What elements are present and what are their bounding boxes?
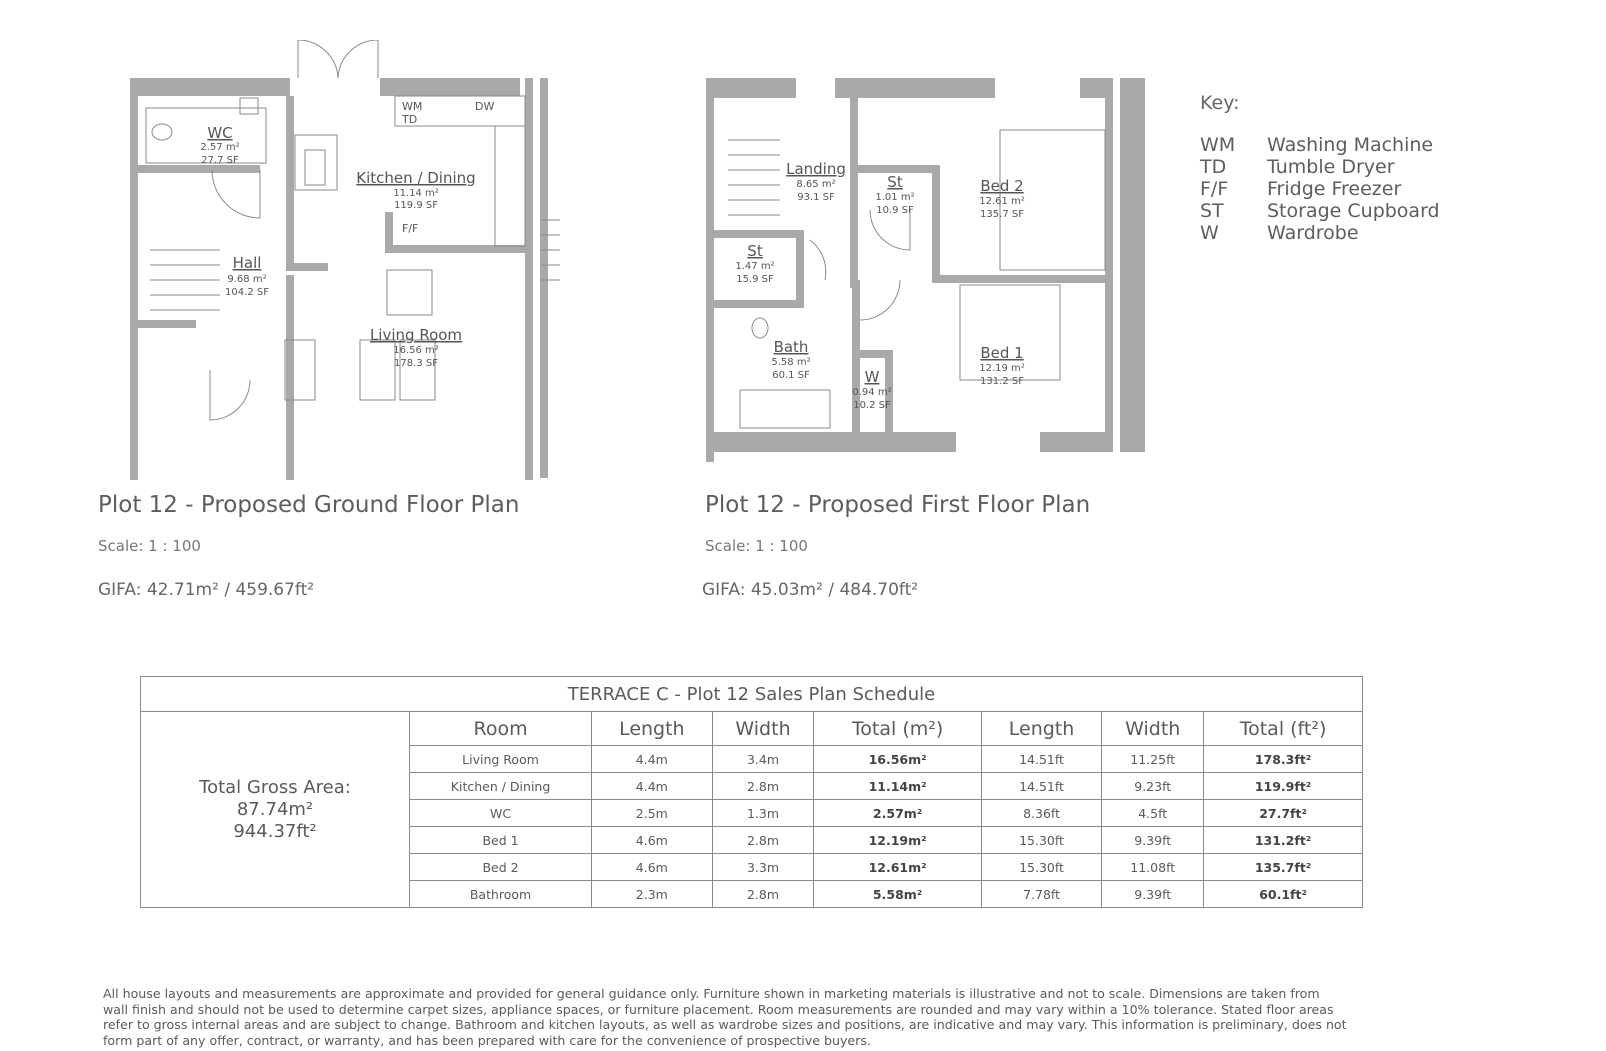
cell-room: Bathroom <box>410 881 592 908</box>
st2-area-m: 1.47 m² <box>735 261 775 272</box>
cell-total-m: 12.61m² <box>814 854 981 881</box>
cell-total-ft: 60.1ft² <box>1204 881 1363 908</box>
total-ft: 944.37ft² <box>233 820 317 842</box>
disclaimer-text: All house layouts and measurements are approximate and provided for general guidance only. Furniture shown in marketing materials is illustrative and not to scale. Dimensions are taken from wall finish and should not be used to determine carpet sizes, appliance spaces, or furniture placement. Room measurements are rounded and may vary within a 10% tolerance. Stated floor areas refer to gross internal areas and are subject to change. Bathroom and kitchen layouts, as well as wardrobe sizes and positions, are indicative and may vary. This information is preliminary, does not form part of any offer, contract, or warranty, and has been prepared with care for the convenience of prospective buyers. <box>103 986 1347 1048</box>
appliance-td: TD <box>402 113 418 126</box>
cell-length-ft: 15.30ft <box>981 827 1102 854</box>
key-abbr: WM <box>1200 134 1236 156</box>
hall-area-m: 9.68 m² <box>227 274 267 285</box>
first-plan-scale: Scale: 1 : 100 <box>705 537 808 555</box>
key-item <box>1200 156 1440 178</box>
bed1-area-sf: 131.2 SF <box>980 376 1024 387</box>
ground-plan-scale: Scale: 1 : 100 <box>98 537 201 555</box>
key-label: Storage Cupboard <box>1267 200 1440 222</box>
wc-label: WC <box>207 124 233 142</box>
cell-length-m: 2.3m <box>592 881 713 908</box>
key-item <box>1200 222 1440 244</box>
bed2-area-m: 12.61 m² <box>979 196 1025 207</box>
col-header: Length <box>981 712 1102 746</box>
living-area-m: 16.56 m² <box>393 345 439 356</box>
st1-area-sf: 10.9 SF <box>876 205 914 216</box>
bed2-label: Bed 2 <box>980 177 1024 195</box>
key-label: Fridge Freezer <box>1267 178 1402 200</box>
first-plan-gifa: GIFA: 45.03m² / 484.70ft² <box>702 580 919 600</box>
bath-area-m: 5.58 m² <box>771 357 811 368</box>
hall-area-sf: 104.2 SF <box>225 287 269 298</box>
kitchen-area-sf: 119.9 SF <box>394 200 438 211</box>
hall-label: Hall <box>232 254 262 272</box>
col-header: Length <box>592 712 713 746</box>
sales-schedule-table <box>140 676 1363 908</box>
key-label: Tumble Dryer <box>1267 156 1395 178</box>
cell-length-m: 4.4m <box>592 773 713 800</box>
cell-width-ft: 9.39ft <box>1102 881 1204 908</box>
key-item <box>1200 134 1440 156</box>
bed1-label: Bed 1 <box>980 344 1024 362</box>
kitchen-area-m: 11.14 m² <box>393 188 439 199</box>
cell-length-ft: 7.78ft <box>981 881 1102 908</box>
schedule-title: TERRACE C - Plot 12 Sales Plan Schedule <box>141 677 1363 712</box>
cell-total-ft: 178.3ft² <box>1204 746 1363 773</box>
cell-total-m: 2.57m² <box>814 800 981 827</box>
ground-floor-plan <box>120 40 600 480</box>
cell-total-m: 12.19m² <box>814 827 981 854</box>
key-legend <box>1200 92 1440 244</box>
col-header: Total (ft²) <box>1204 712 1363 746</box>
col-header: Width <box>712 712 814 746</box>
appliance-wm: WM <box>402 100 423 113</box>
wardrobe-area-sf: 10.2 SF <box>853 400 891 411</box>
key-title: Key: <box>1200 92 1240 114</box>
living-area-sf: 178.3 SF <box>394 358 438 369</box>
landing-area-m: 8.65 m² <box>796 179 836 190</box>
wc-area-m: 2.57 m² <box>200 142 240 153</box>
landing-area-sf: 93.1 SF <box>797 192 835 203</box>
living-label: Living Room <box>369 326 463 344</box>
cell-length-m: 4.4m <box>592 746 713 773</box>
total-gross-area <box>141 712 410 908</box>
st1-label: St <box>887 173 903 191</box>
appliance-ff: F/F <box>402 222 419 235</box>
cell-length-ft: 8.36ft <box>981 800 1102 827</box>
cell-length-ft: 14.51ft <box>981 746 1102 773</box>
first-plan-title: Plot 12 - Proposed First Floor Plan <box>705 492 1091 518</box>
cell-total-m: 11.14m² <box>814 773 981 800</box>
cell-width-ft: 11.25ft <box>1102 746 1204 773</box>
total-label: Total Gross Area: <box>199 776 351 798</box>
key-abbr: TD <box>1200 156 1227 178</box>
total-m: 87.74m² <box>236 798 314 820</box>
bed2-area-sf: 135.7 SF <box>980 209 1024 220</box>
cell-room: Living Room <box>410 746 592 773</box>
cell-total-m: 5.58m² <box>814 881 981 908</box>
col-header: Total (m²) <box>814 712 981 746</box>
st1-area-m: 1.01 m² <box>875 192 915 203</box>
cell-width-m: 3.4m <box>712 746 814 773</box>
ground-plan-title: Plot 12 - Proposed Ground Floor Plan <box>98 492 520 518</box>
ground-plan-gifa: GIFA: 42.71m² / 459.67ft² <box>98 580 315 600</box>
key-label: Wardrobe <box>1267 222 1359 244</box>
cell-room: WC <box>410 800 592 827</box>
cell-total-ft: 119.9ft² <box>1204 773 1363 800</box>
cell-width-ft: 9.23ft <box>1102 773 1204 800</box>
cell-width-ft: 11.08ft <box>1102 854 1204 881</box>
cell-length-m: 4.6m <box>592 854 713 881</box>
kitchen-label: Kitchen / Dining <box>356 169 476 187</box>
cell-width-m: 2.8m <box>712 773 814 800</box>
st2-label: St <box>747 242 763 260</box>
cell-width-ft: 9.39ft <box>1102 827 1204 854</box>
wardrobe-area-m: 0.94 m² <box>852 387 892 398</box>
col-header: Width <box>1102 712 1204 746</box>
wc-area-sf: 27.7 SF <box>201 155 239 166</box>
st2-area-sf: 15.9 SF <box>736 274 774 285</box>
col-header: Room <box>410 712 592 746</box>
cell-length-m: 2.5m <box>592 800 713 827</box>
key-abbr: ST <box>1200 200 1224 222</box>
appliance-dw: DW <box>475 100 495 113</box>
key-item <box>1200 200 1440 222</box>
cell-length-m: 4.6m <box>592 827 713 854</box>
wardrobe-label: W <box>864 368 880 386</box>
cell-room: Bed 1 <box>410 827 592 854</box>
key-item <box>1200 178 1440 200</box>
cell-room: Bed 2 <box>410 854 592 881</box>
cell-width-ft: 4.5ft <box>1102 800 1204 827</box>
key-abbr: W <box>1200 222 1219 244</box>
cell-width-m: 2.8m <box>712 881 814 908</box>
cell-total-ft: 27.7ft² <box>1204 800 1363 827</box>
key-label: Washing Machine <box>1267 134 1434 156</box>
bed1-area-m: 12.19 m² <box>979 363 1025 374</box>
cell-width-m: 1.3m <box>712 800 814 827</box>
cell-room: Kitchen / Dining <box>410 773 592 800</box>
cell-total-ft: 131.2ft² <box>1204 827 1363 854</box>
cell-width-m: 3.3m <box>712 854 814 881</box>
first-floor-plan <box>700 70 1160 470</box>
cell-length-ft: 14.51ft <box>981 773 1102 800</box>
bath-label: Bath <box>773 338 809 356</box>
cell-total-m: 16.56m² <box>814 746 981 773</box>
cell-length-ft: 15.30ft <box>981 854 1102 881</box>
key-abbr: F/F <box>1200 178 1229 200</box>
cell-total-ft: 135.7ft² <box>1204 854 1363 881</box>
landing-label: Landing <box>786 160 846 178</box>
cell-width-m: 2.8m <box>712 827 814 854</box>
bath-area-sf: 60.1 SF <box>772 370 810 381</box>
